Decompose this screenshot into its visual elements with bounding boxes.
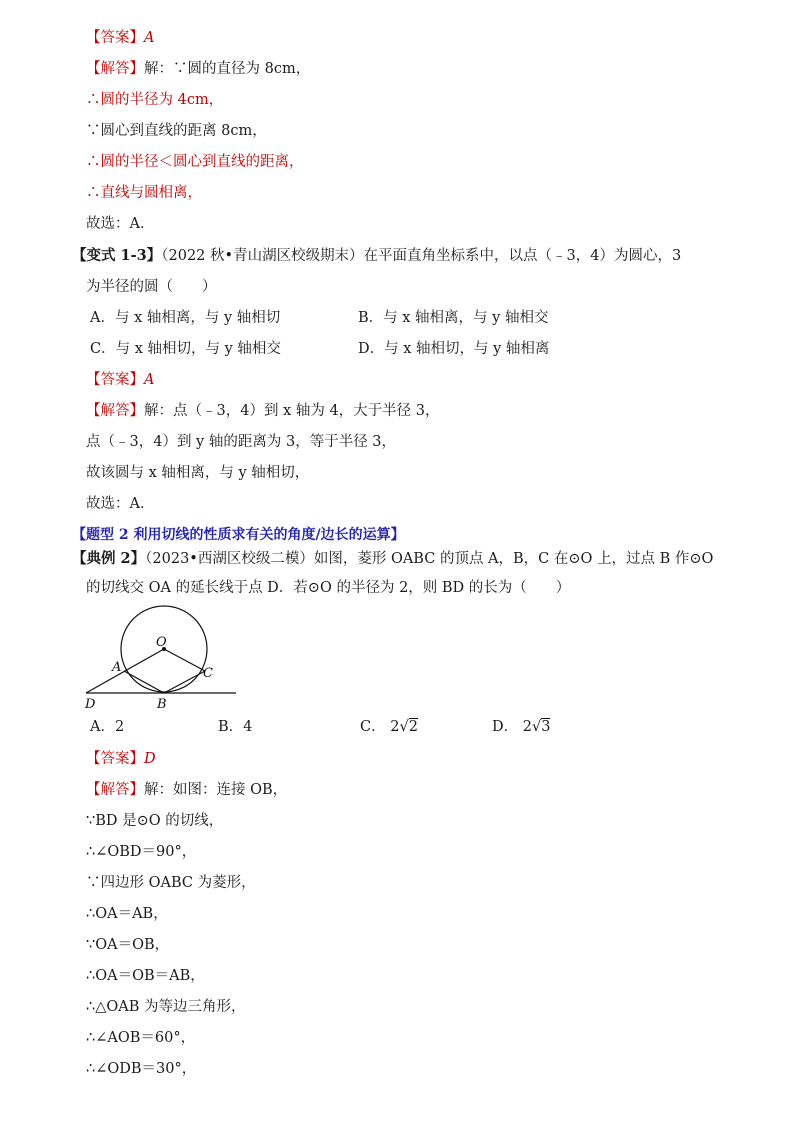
solution-line-6: 故选：A． [86, 216, 155, 232]
solution-text: 解：点（﹣3，4）到 x 轴为 4，大于半径 3， [144, 403, 440, 419]
answer-tag: 【答案】 [86, 372, 144, 388]
answer-line-3 [86, 747, 156, 771]
example-text: （2023•西湖区校级二模）如图，菱形 OABC 的顶点 A，B，C 在⊙O 上，过点 B 作⊙O [145, 551, 714, 567]
ex-option-a: A．2 [90, 719, 125, 735]
solution-line: 故该圆与 x 轴相离，与 y 轴相切， [86, 465, 310, 481]
option-prefix: D． [492, 719, 519, 735]
solution-line: ∵OA＝OB， [86, 937, 170, 953]
solution-line [86, 399, 440, 423]
label-c: C [203, 666, 213, 681]
question-text: （2022 秋•青山湖区校级期末）在平面直角坐标系中，以点（﹣3，4）为圆心，3 [161, 248, 682, 264]
option-c: C．与 x 轴相切，与 y 轴相交 [90, 341, 281, 357]
option-coefficient: 2 [390, 719, 400, 735]
ex-option-c [360, 715, 418, 739]
answer-value: A [144, 30, 155, 46]
solution-line-2: ∴圆的半径为 4cm， [86, 92, 224, 108]
option-coefficient: 2 [522, 719, 532, 735]
label-a: A [112, 660, 122, 675]
geometry-figure [78, 604, 243, 712]
answer-line-2 [86, 368, 154, 392]
solution-line: ∵BD 是⊙O 的切线， [86, 813, 224, 829]
example-2-line-2: 的切线交 OA 的延长线于点 D．若⊙O 的半径为 2，则 BD 的长为（ ） [86, 580, 571, 596]
solution-text: 解：∵圆的直径为 8cm， [144, 61, 311, 77]
answer-value: D [144, 751, 156, 767]
solution-line-4: ∴圆的半径＜圆心到直线的距离， [86, 154, 304, 170]
solution-line: ∵四边形 OABC 为菱形， [86, 875, 256, 891]
solution-tag: 【解答】 [86, 403, 144, 419]
option-prefix: C． [360, 719, 386, 735]
solution-line: ∴OA＝OB＝AB， [86, 968, 205, 984]
line-ab [124, 671, 164, 693]
question-tag: 【变式 1-3】 [72, 247, 162, 264]
ex-option-d [492, 715, 550, 739]
label-d: D [85, 697, 96, 712]
answer-tag: 【答案】 [86, 751, 144, 767]
option-radicand: 3 [541, 719, 551, 735]
solution-line-1 [86, 57, 310, 81]
solution-text: 解：如图：连接 OB， [144, 782, 288, 798]
solution-line-3: ∵圆心到直线的距离 8cm， [86, 123, 267, 139]
sqrt-icon: √ [399, 719, 409, 735]
solution-line [86, 778, 287, 802]
option-a: A．与 x 轴相离，与 y 轴相切 [90, 310, 281, 326]
solution-tag: 【解答】 [86, 61, 144, 77]
option-d: D．与 x 轴相切，与 y 轴相离 [358, 341, 550, 357]
example-2-line-1 [72, 547, 713, 571]
line-bc [164, 671, 205, 693]
answer-tag: 【答案】 [86, 30, 144, 46]
solution-line: 点（﹣3，4）到 y 轴的距离为 3，等于半径 3， [86, 434, 397, 450]
line-oc [164, 649, 205, 671]
label-b: B [157, 697, 167, 712]
question-1-3-line-1 [72, 244, 681, 268]
solution-line: ∴OA＝AB， [86, 906, 168, 922]
solution-tag: 【解答】 [86, 782, 144, 798]
solution-line: ∴∠AOB＝60°， [86, 1030, 196, 1046]
sqrt-icon: √ [531, 719, 542, 735]
answer-value: A [144, 372, 155, 388]
example-tag: 【典例 2】 [72, 550, 146, 567]
option-radicand: 2 [408, 719, 418, 735]
answer-line-1 [86, 26, 154, 50]
solution-line-5: ∴直线与圆相离， [86, 185, 202, 201]
question-1-3-line-2: 为半径的圆（ ） [86, 279, 217, 295]
solution-line: 故选：A． [86, 496, 155, 512]
label-o: O [156, 635, 167, 650]
solution-line: ∴∠OBD＝90°， [86, 844, 197, 860]
solution-line: ∴∠ODB＝30°， [86, 1061, 197, 1077]
ex-option-b: B．4 [218, 719, 253, 735]
solution-line: ∴△OAB 为等边三角形， [86, 999, 246, 1015]
section-heading: 【题型 2 利用切线的性质求有关的角度/边长的运算】 [72, 527, 405, 543]
option-b: B．与 x 轴相离，与 y 轴相交 [358, 310, 549, 326]
